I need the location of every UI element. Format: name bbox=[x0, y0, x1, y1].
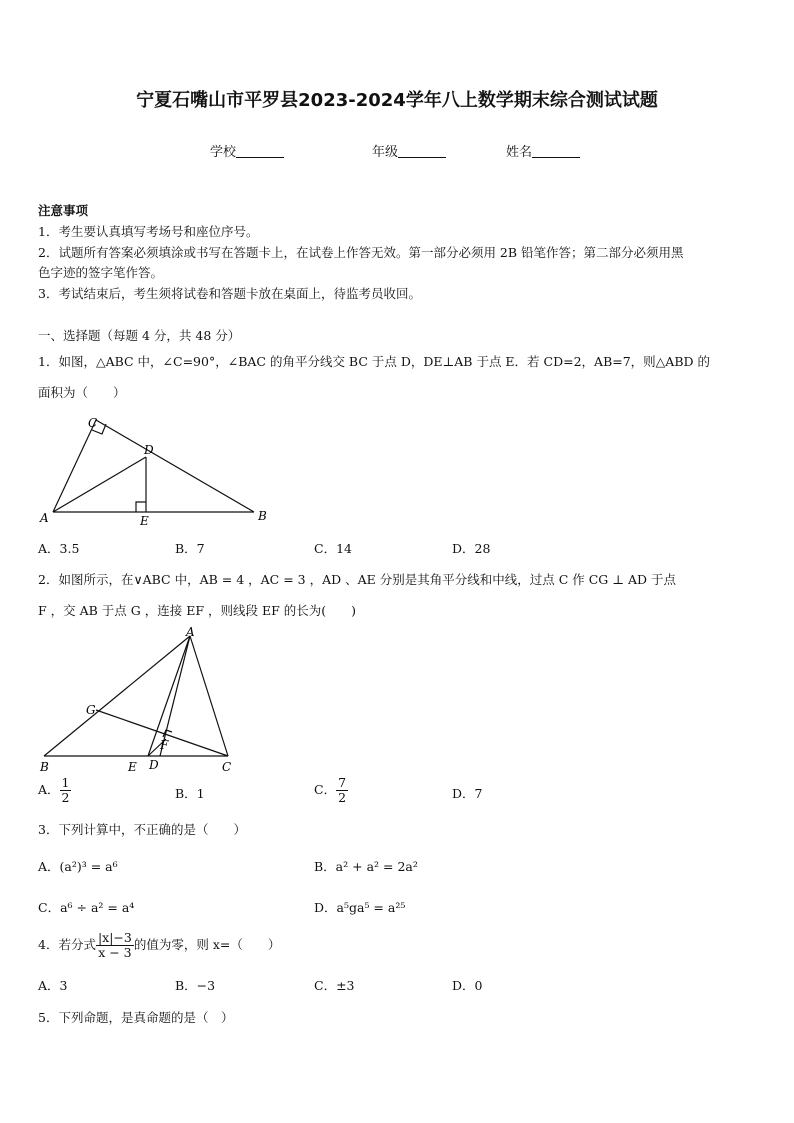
q3-option-b: B．a² + a² = 2a² bbox=[314, 859, 418, 874]
q4-denominator: x − 3 bbox=[98, 945, 132, 960]
q4-option-a: A．3 bbox=[38, 978, 68, 993]
q2-option-a bbox=[38, 776, 71, 805]
q2-label-a: A bbox=[186, 626, 195, 639]
q1-option-c: C．14 bbox=[314, 541, 352, 556]
q1-option-d: D．28 bbox=[452, 541, 491, 556]
q2-label-g: G bbox=[86, 703, 96, 717]
q2-option-c-fraction bbox=[336, 776, 348, 805]
q2-option-c-prefix: C． bbox=[314, 782, 337, 797]
q3-option-c: C．a⁶ ÷ a² = a⁴ bbox=[38, 900, 135, 915]
q1-option-b: B．7 bbox=[175, 541, 205, 556]
name-label: 姓名 bbox=[506, 145, 533, 160]
q3-stem: 3．下列计算中，不正确的是（ ） bbox=[38, 822, 246, 837]
q2-option-a-numerator: 1 bbox=[61, 775, 70, 790]
school-label: 学校 bbox=[210, 145, 237, 160]
q2-label-f: F bbox=[160, 738, 169, 752]
q5-stem: 5．下列命题，是真命题的是（ ） bbox=[38, 1010, 234, 1025]
q3-option-a: A．(a²)³ = a⁶ bbox=[38, 859, 118, 874]
notice-item: 色字迹的签字笔作答。 bbox=[38, 265, 164, 280]
q4-option-b: B．−3 bbox=[175, 978, 216, 993]
q4-stem bbox=[38, 931, 280, 960]
q2-stem: 2．如图所示，在∨ABC 中，AB = 4 ，AC = 3 ，AD 、AE 分别是其角平分线和中线，过点 C 作 CG ⊥ AD 于点 bbox=[38, 572, 676, 587]
q2-option-a-fraction bbox=[60, 776, 72, 805]
q2-option-d: D．7 bbox=[452, 786, 483, 801]
q2-label-d: D bbox=[149, 758, 159, 772]
q2-option-c bbox=[314, 776, 348, 805]
q2-option-c-denominator: 2 bbox=[338, 790, 347, 805]
q1-label-b: B bbox=[258, 509, 267, 523]
q1-label-d: D bbox=[144, 443, 154, 457]
notice-item: 1．考生要认真填写考场号和座位序号。 bbox=[38, 224, 259, 239]
q2-option-a-prefix: A． bbox=[38, 782, 60, 797]
q1-label-a: A bbox=[40, 511, 49, 525]
grade-label: 年级 bbox=[372, 145, 399, 160]
q2-figure bbox=[36, 626, 246, 776]
q4-numerator: |x|−3 bbox=[97, 930, 132, 945]
grade-field bbox=[372, 141, 446, 160]
q1-figure bbox=[36, 412, 286, 530]
q2-option-a-denominator: 2 bbox=[61, 790, 70, 805]
notice-item: 2．试题所有答案必须填涂或书写在答题卡上，在试卷上作答无效。第一部分必须用 2B 铅笔作答；第二部分必须用黑 bbox=[38, 245, 684, 260]
notice-item: 3．考试结束后，考生须将试卷和答题卡放在桌面上，待监考员收回。 bbox=[38, 286, 421, 301]
section-heading: 一、选择题（每题 4 分，共 48 分） bbox=[38, 328, 241, 343]
q4-option-c: C．±3 bbox=[314, 978, 355, 993]
q3-option-d: D．a⁵ga⁵ = a²⁵ bbox=[314, 900, 406, 915]
q2-label-e: E bbox=[128, 760, 137, 774]
q1-option-a: A．3.5 bbox=[38, 541, 80, 556]
q4-prefix: 4．若分式 bbox=[38, 937, 96, 952]
q2-label-c: C bbox=[222, 760, 232, 774]
name-field bbox=[506, 141, 580, 160]
q2-option-c-numerator: 7 bbox=[338, 775, 347, 790]
q2-label-b: B bbox=[40, 760, 49, 774]
notice-heading: 注意事项 bbox=[38, 203, 89, 218]
school-blank bbox=[236, 144, 284, 158]
grade-blank bbox=[398, 144, 446, 158]
q1-label-e: E bbox=[140, 514, 149, 528]
name-blank bbox=[532, 144, 580, 158]
q1-label-c: C bbox=[88, 416, 98, 430]
q1-stem: 1．如图，△ABC 中，∠C=90°，∠BAC 的角平分线交 BC 于点 D，DE⊥AB 于点 E．若 CD=2，AB=7，则△ABD 的 bbox=[38, 354, 710, 369]
q1-stem-cont: 面积为（ ） bbox=[38, 385, 126, 400]
q2-option-b: B．1 bbox=[175, 786, 205, 801]
school-field bbox=[210, 141, 284, 160]
q2-stem-cont: F ，交 AB 于点 G ，连接 EF ，则线段 EF 的长为( ) bbox=[38, 603, 356, 618]
q4-suffix: 的值为零，则 x=（ ） bbox=[133, 937, 281, 952]
page-title: 宁夏石嘴山市平罗县2023-2024学年八上数学期末综合测试试题 bbox=[136, 90, 658, 111]
q4-option-d: D．0 bbox=[452, 978, 483, 993]
q4-fraction bbox=[96, 931, 134, 960]
